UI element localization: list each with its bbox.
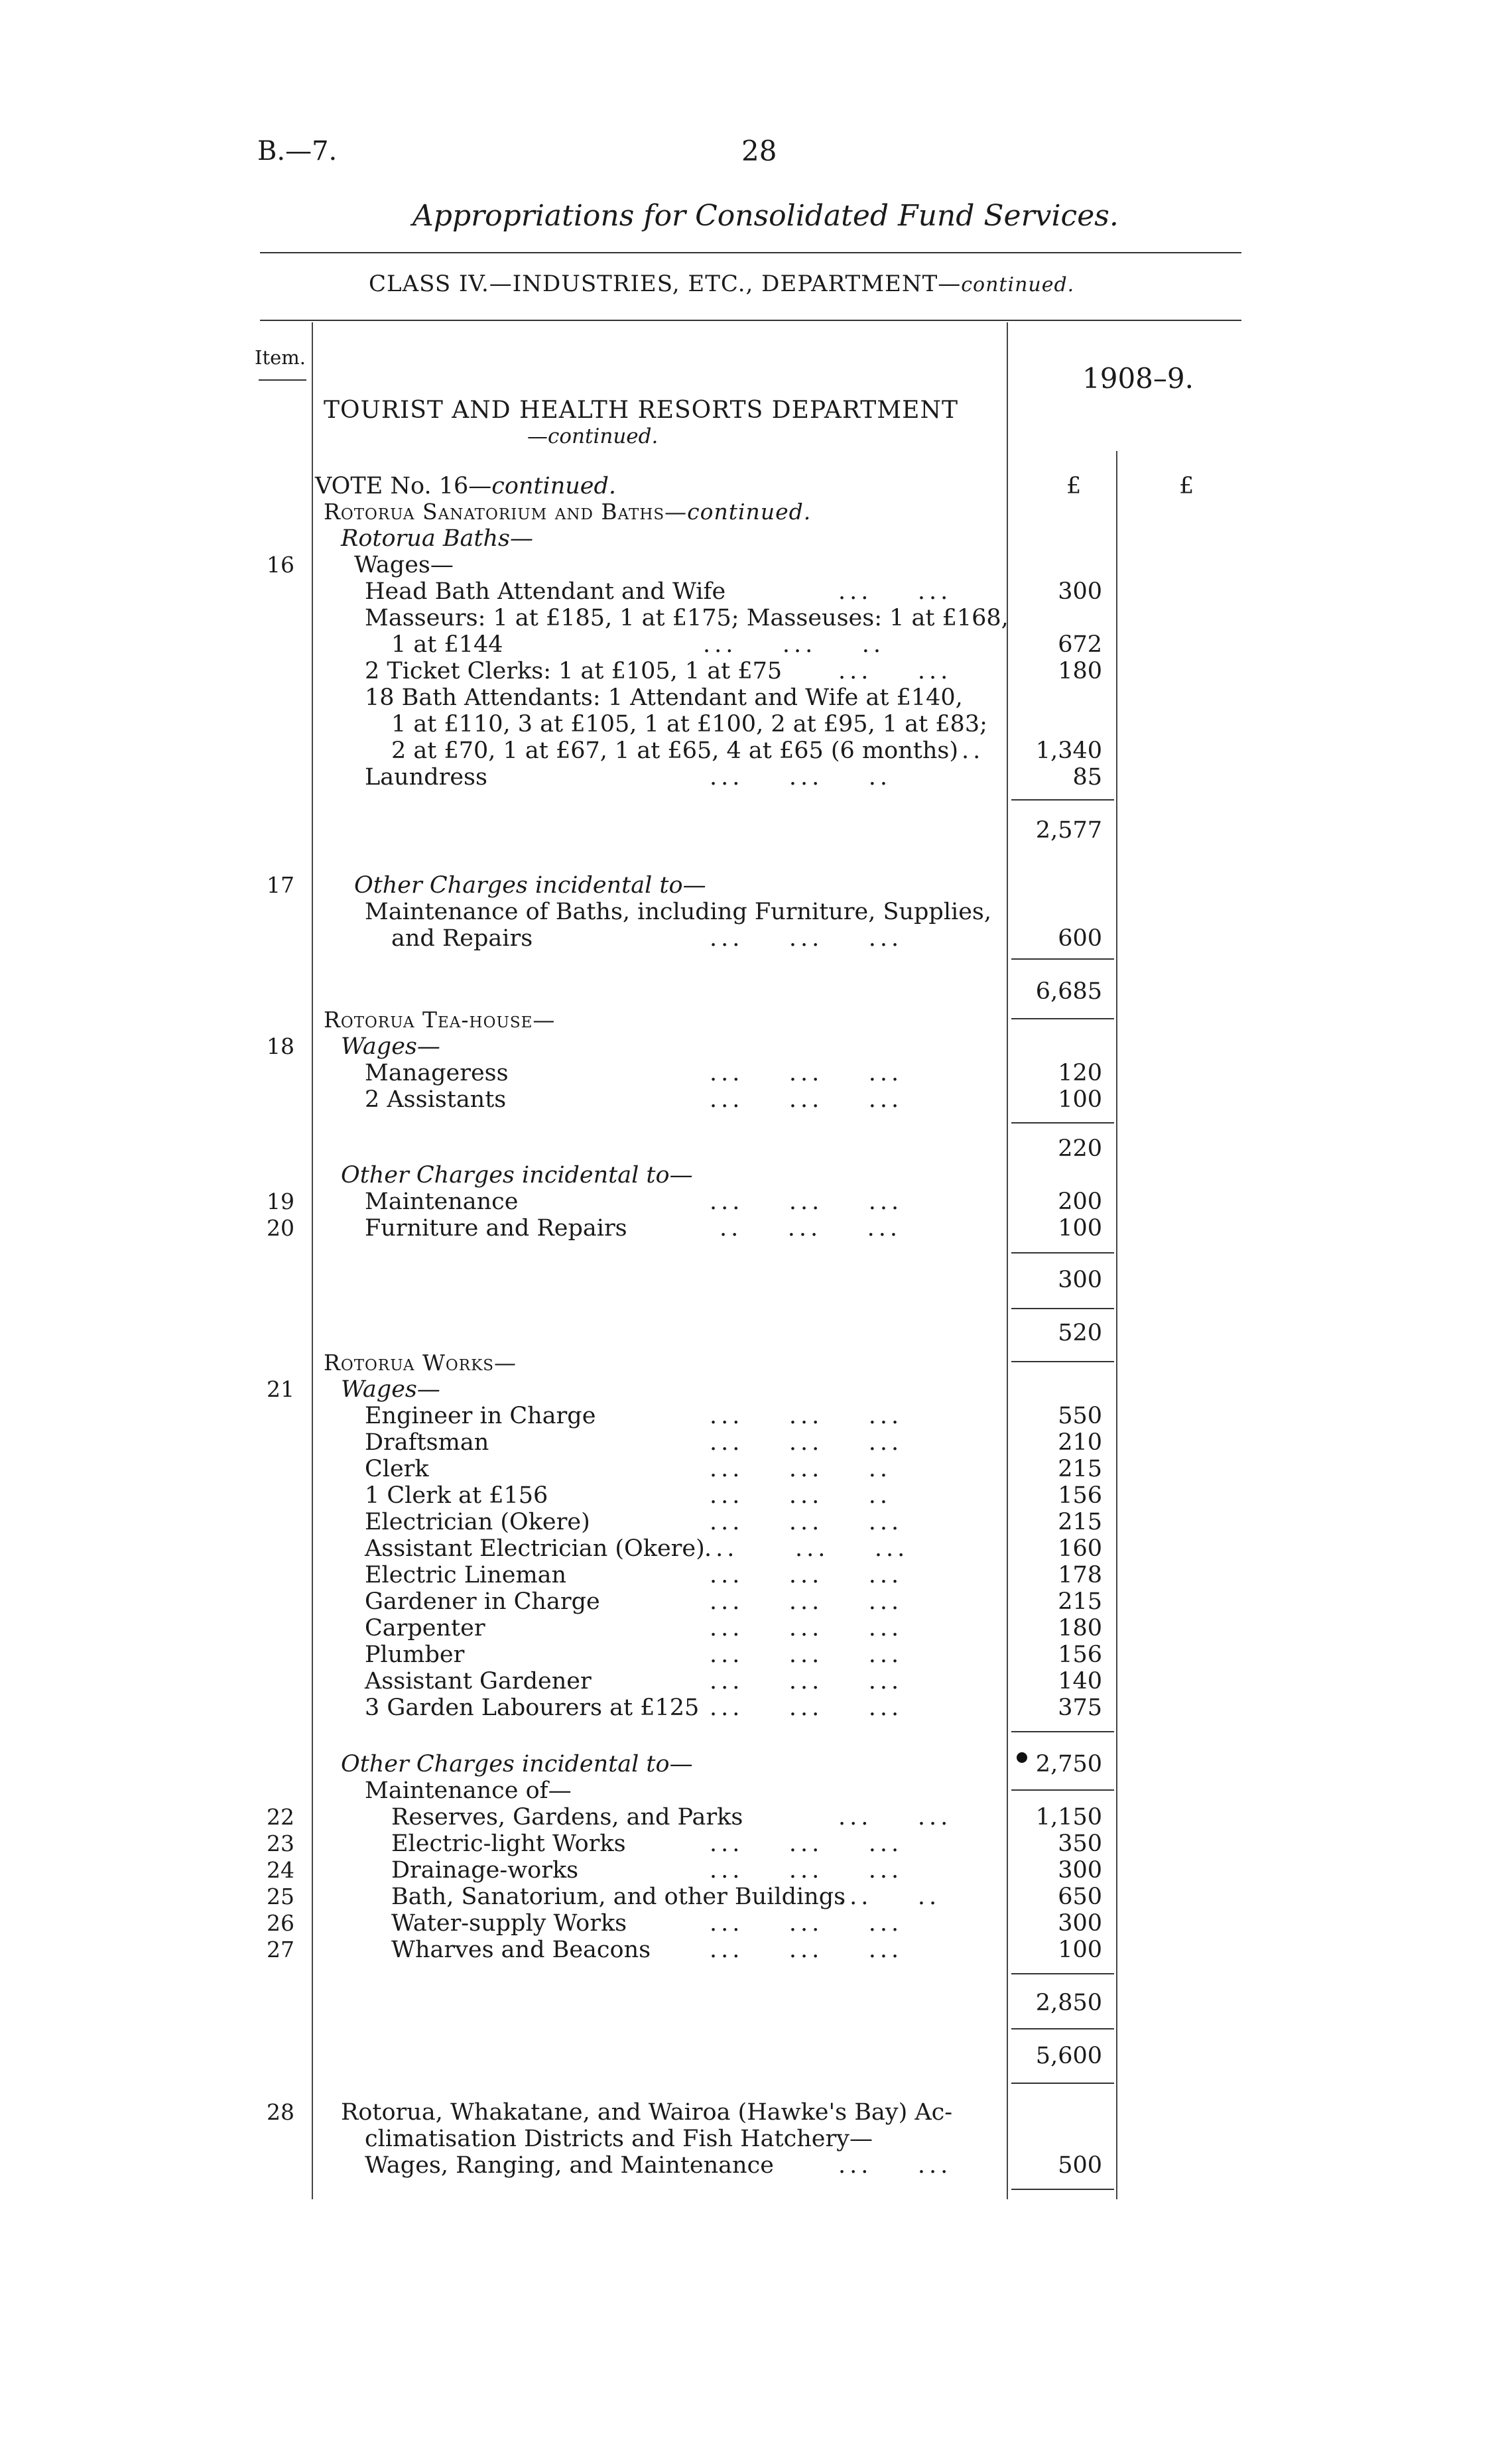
total-rule (1011, 1018, 1114, 1019)
works-heading: Rotorua Works— (324, 1350, 517, 1376)
line-item-amount: 160 (1058, 1535, 1102, 1562)
closing-rule (1011, 2189, 1114, 2190)
item-number-21: 21 (267, 1376, 294, 1402)
class-heading (369, 271, 1074, 297)
subtotal-rule (1011, 1973, 1114, 1974)
line-item-text: 2 Assistants (365, 1086, 507, 1113)
leader-dots: ... ... ... (710, 1695, 903, 1721)
teahouse-other-subtotal: 300 (1058, 1267, 1102, 1293)
table-top-rule (260, 320, 1241, 321)
line-item-amount: 100 (1058, 1086, 1102, 1113)
item-column-header: Item. (255, 346, 306, 369)
line-item-amount: 215 (1058, 1509, 1102, 1535)
line-item-text: 2 Ticket Clerks: 1 at £105, 1 at £75 (365, 658, 783, 684)
maintenance-of-label: Maintenance of— (365, 1777, 572, 1804)
teahouse-wages-subtotal: 220 (1058, 1135, 1102, 1162)
line-item-amount: 215 (1058, 1456, 1102, 1482)
line-item-amount: 200 (1058, 1189, 1102, 1215)
rotorua-baths-subheading: Rotorua Baths— (341, 525, 533, 552)
leader-dots: ... ... ... (704, 1535, 909, 1562)
line-item-amount: 600 (1058, 925, 1102, 952)
sanatorium-continued: continued. (687, 499, 812, 525)
line-item-text: Water-supply Works (391, 1910, 627, 1937)
leader-dots: ... ... ... (710, 1509, 903, 1535)
leader-dots: ... ... ... (710, 1403, 903, 1429)
other-charges-heading: Other Charges incidental to— (354, 872, 706, 899)
subtotal-rule (1011, 1308, 1114, 1309)
line-item-amount: 500 (1058, 2152, 1102, 2179)
sanatorium-total: 6,685 (1035, 978, 1102, 1005)
line-item-text: Drainage-works (391, 1857, 579, 1884)
department-continued: —continued. (527, 424, 659, 448)
total-rule (1011, 2083, 1114, 2084)
pound-sign-total: £ (1179, 473, 1194, 499)
line-item-amount: 1,340 (1035, 738, 1102, 764)
line-item-text-cont: climatisation Districts and Fish Hatchery— (365, 2126, 873, 2152)
line-item-amount: 650 (1058, 1884, 1102, 1910)
item-header-underline (259, 379, 306, 381)
leader-dots: ... ... ... (710, 1937, 903, 1963)
leader-dots: ... ... ... (710, 1588, 903, 1615)
subtotal-rule (1011, 958, 1114, 960)
leader-dots: ... ... ... (710, 1429, 903, 1456)
line-item-text-cont: 1 at £110, 3 at £105, 1 at £100, 2 at £95, 1 at £83; (391, 711, 987, 738)
line-item-text: Draftsman (365, 1429, 489, 1456)
leader-dots: ... ... ... (710, 1060, 903, 1086)
class-line: CLASS IV.—INDUSTRIES, ETC., DEPARTMENT— (369, 271, 962, 297)
line-item-amount: 210 (1058, 1429, 1102, 1456)
subtotal-rule (1011, 2028, 1114, 2029)
leader-dots: .. ... ... (720, 1215, 902, 1242)
line-item-text: 3 Garden Labourers at £125 (365, 1695, 700, 1721)
line-item-text: Electric Lineman (365, 1562, 567, 1588)
leader-dots: ... ... ... (710, 1086, 903, 1113)
line-item-text: Assistant Gardener (365, 1668, 592, 1695)
item-number-18: 18 (267, 1033, 294, 1059)
item-number-16: 16 (267, 552, 294, 578)
line-item-amount: 120 (1058, 1060, 1102, 1086)
line-item-text: Rotorua, Whakatane, and Wairoa (Hawke's Bay) Ac- (341, 2099, 953, 2126)
teahouse-wages-label: Wages— (341, 1033, 440, 1060)
subtotal-rule (1011, 1252, 1114, 1254)
line-item-text: Electrician (Okere) (365, 1509, 590, 1535)
line-item-text-cont: Wages, Ranging, and Maintenance (365, 2152, 774, 2179)
other-charges-heading: Other Charges incidental to— (341, 1751, 693, 1777)
class-continued: continued. (961, 273, 1075, 296)
line-item-amount: 180 (1058, 1615, 1102, 1641)
item-number: 27 (267, 1937, 294, 1962)
line-item-text-cont: 1 at £144 (391, 631, 503, 658)
leader-dots: ... ... (838, 658, 952, 684)
item-number-28: 28 (267, 2099, 294, 2125)
leader-dots: ... .. (838, 1884, 941, 1910)
vote-number: VOTE No. 16— (315, 473, 492, 499)
leader-dots: ... ... .. (710, 1456, 892, 1482)
line-item-text: Assistant Electrician (Okere) (365, 1535, 705, 1562)
document-reference: B.—7. (257, 136, 338, 166)
item-number: 24 (267, 1857, 294, 1883)
line-item-text: 1 Clerk at £156 (365, 1482, 548, 1509)
line-item-text: Clerk (365, 1456, 429, 1482)
line-item-amount: 100 (1058, 1215, 1102, 1242)
line-item-amount: 180 (1058, 658, 1102, 684)
line-item-text: Laundress (365, 764, 487, 791)
line-item-amount: 300 (1058, 578, 1102, 605)
item-number: 25 (267, 1884, 294, 1909)
leader-dots: ... ... ... (710, 1831, 903, 1857)
leader-dots: ... ... ... (710, 1910, 903, 1937)
works-wages-subtotal: 2,750 (1035, 1751, 1102, 1777)
line-item-text: Furniture and Repairs (365, 1215, 627, 1242)
line-item-text: Manageress (365, 1060, 509, 1086)
line-item-text-cont: and Repairs (391, 925, 533, 952)
leader-dots: ... ... (838, 578, 952, 605)
works-total: 5,600 (1035, 2043, 1102, 2069)
line-item-text: Head Bath Attendant and Wife (365, 578, 726, 605)
leader-dots: ... ... (838, 2152, 952, 2179)
other-charges-heading: Other Charges incidental to— (341, 1162, 693, 1189)
header-rule (260, 252, 1241, 253)
line-item-text: Reserves, Gardens, and Parks (391, 1804, 743, 1831)
leader-dots: ... ... .. (710, 764, 892, 791)
line-item-amount: 1,150 (1035, 1804, 1102, 1831)
sanatorium-heading (324, 499, 811, 525)
subtotal-rule (1011, 799, 1114, 801)
leader-dots: ... ... (838, 1804, 952, 1831)
page-number: 28 (741, 135, 777, 167)
baths-wages-label: Wages— (354, 552, 454, 578)
subtotal-rule (1011, 1122, 1114, 1124)
line-item-amount: 140 (1058, 1668, 1102, 1695)
pound-sign-sub: £ (1066, 473, 1082, 499)
leader-dots: ... ... ... (710, 925, 903, 952)
item-number-17: 17 (267, 872, 294, 898)
line-item-amount: 100 (1058, 1937, 1102, 1963)
leader-dots: ... ... ... (710, 1668, 903, 1695)
line-item-amount: 85 (1072, 764, 1102, 791)
line-item-text-cont: 2 at £70, 1 at £67, 1 at £65, 4 at £65 (6 months) (391, 738, 958, 764)
department-name: TOURIST AND HEALTH RESORTS DEPARTMENT (324, 397, 958, 424)
line-item-text: Bath, Sanatorium, and other Buildings (391, 1884, 846, 1910)
item-number-20: 20 (267, 1215, 294, 1241)
line-item-text: Wharves and Beacons (391, 1937, 651, 1963)
works-other-subtotal: 2,850 (1035, 1990, 1102, 2016)
year-column-header: 1908–9. (1082, 362, 1194, 395)
teahouse-total: 520 (1058, 1320, 1102, 1346)
item-number: 23 (267, 1831, 294, 1856)
line-item-amount: 672 (1058, 631, 1102, 658)
vote-label (315, 473, 616, 499)
item-number-19: 19 (267, 1189, 294, 1214)
subtotal-rule (1011, 1731, 1114, 1732)
works-wages-label: Wages— (341, 1376, 440, 1403)
line-item-amount: 300 (1058, 1910, 1102, 1937)
item-number: 22 (267, 1804, 294, 1830)
leader-dots: ... ... ... (710, 1189, 903, 1215)
leader-dots: ... ... .. (703, 631, 885, 658)
line-item-amount: 350 (1058, 1831, 1102, 1857)
page-title: Appropriations for Consolidated Fund Services. (412, 199, 1119, 233)
line-item-text: Maintenance of Baths, including Furniture, Supplies, (365, 899, 992, 925)
leader-dots: .. (962, 738, 985, 764)
line-item-amount: 156 (1058, 1482, 1102, 1509)
line-item-text: Masseurs: 1 at £185, 1 at £175; Masseuses: 1 at £168, (365, 605, 1009, 631)
line-item-text: Maintenance (365, 1189, 519, 1215)
subtotal-rule (1011, 1789, 1114, 1791)
line-item-amount: 215 (1058, 1588, 1102, 1615)
line-item-text: 18 Bath Attendants: 1 Attendant and Wife at £140, (365, 684, 963, 711)
teahouse-heading: Rotorua Tea-house— (324, 1007, 556, 1033)
line-item-text: Electric-light Works (391, 1831, 626, 1857)
item-column-divider (312, 322, 313, 2199)
line-item-text: Engineer in Charge (365, 1403, 596, 1429)
line-item-amount: 375 (1058, 1695, 1102, 1721)
leader-dots: ... ... ... (710, 1562, 903, 1588)
baths-wages-subtotal: 2,577 (1035, 817, 1102, 844)
vote-continued: continued. (491, 473, 617, 499)
line-item-amount: 156 (1058, 1641, 1102, 1668)
item-number: 26 (267, 1910, 294, 1936)
total-column-divider (1116, 451, 1117, 2199)
line-item-text: Carpenter (365, 1615, 485, 1641)
leader-dots: ... ... ... (710, 1615, 903, 1641)
line-item-text: Plumber (365, 1641, 465, 1668)
leader-dots: ... ... ... (710, 1857, 903, 1884)
total-rule (1011, 1361, 1114, 1362)
line-item-amount: 550 (1058, 1403, 1102, 1429)
leader-dots: ... ... .. (710, 1482, 892, 1509)
sanatorium-heading-text: Rotorua Sanatorium and Baths— (324, 499, 688, 525)
line-item-amount: 178 (1058, 1562, 1102, 1588)
line-item-amount: 300 (1058, 1857, 1102, 1884)
leader-dots: ... ... ... (710, 1641, 903, 1668)
line-item-text: Gardener in Charge (365, 1588, 600, 1615)
